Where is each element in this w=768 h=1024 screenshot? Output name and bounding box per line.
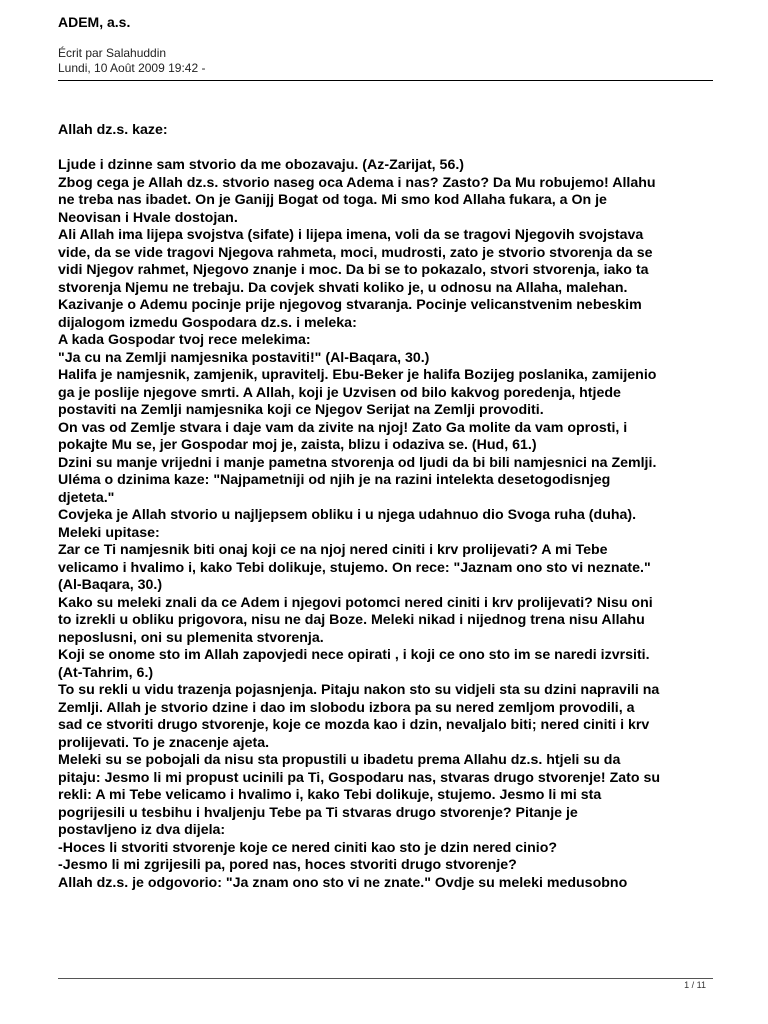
footer-divider <box>58 978 713 979</box>
text-line: velicamo i hvalimo i, kako Tebi dolikuje, stujemo. On rece: "Jaznam ono sto vi neznate." <box>58 559 651 576</box>
text-line: Meleki su se pobojali da nisu sta propustili u ibadetu prema Allahu dz.s. htjeli su da <box>58 752 621 768</box>
text-line: Zar ce Ti namjesnik biti onaj koji ce na njoj nered ciniti i krv prolijevati? A mi Tebe <box>58 542 608 558</box>
text-line: dijalogom izmedu Gospodara dz.s. i meleka: <box>58 314 357 331</box>
text-line: -Jesmo li mi zgrijesili pa, pored nas, hoces stvoriti drugo stvorenje? <box>58 857 517 873</box>
text-line: prolijevati. To je znacenje ajeta. <box>58 734 270 751</box>
text-line: sad ce stvoriti drugo stvorenje, koje ce mozda kao i dzin, nevaljalo biti; nered ciniti i krv <box>58 717 650 733</box>
text-line: Neovisan i Hvale dostojan. <box>58 209 238 226</box>
text-line: Uléma o dzinima kaze: "Najpametniji od njih je na razini intelekta desetogodisnjeg <box>58 472 611 488</box>
author-line: Écrit par Salahuddin <box>58 46 167 60</box>
text-line: Halifa je namjesnik, zamjenik, upravitelj. Ebu-Beker je halifa Bozijeg poslanika, zamijenio <box>58 367 657 383</box>
text-line: To su rekli u vidu trazenja pojasnjenja. Pitaju nakon sto su vidjeli sta su dzini napravili na <box>58 682 660 698</box>
text-line: "Ja cu na Zemlji namjesnika postaviti!" (Al-Baqara, 30.) <box>58 349 430 366</box>
text-line: A kada Gospodar tvoj rece melekima: <box>58 332 311 348</box>
text-line: pogrijesili u tesbihu i hvaljenju Tebe pa Ti stvaras drugo stvorenje? Pitanje je <box>58 804 578 821</box>
text-line: vidi Njegov rahmet, Njegovo znanje i moc. Da bi se to pokazalo, stvori stvorenja, iako ta <box>58 262 649 278</box>
text-line: Zbog cega je Allah dz.s. stvorio naseg oca Adema i nas? Zasto? Da Mu robujemo! Allahu <box>58 174 656 191</box>
article-body <box>58 122 718 892</box>
text-line: Kako su meleki znali da ce Adem i njegovi potomci nered ciniti i krv prolijevati? Nisu oni <box>58 594 653 611</box>
text-line: On vas od Zemlje stvara i daje vam da zivite na njoj! Zato Ga molite da vam oprosti, i <box>58 419 628 436</box>
text-line: Ljude i dzinne sam stvorio da me obozavaju. (Az-Zarijat, 56.) <box>58 157 464 173</box>
text-line: neposlusni, oni su plemenita stvorenja. <box>58 629 324 646</box>
text-line: Covjeka je Allah stvorio u najljepsem obliku i u njega udahnuo dio Svoga ruha (duha). <box>58 507 637 523</box>
text-line: rekli: A mi Tebe velicamo i hvalimo i, kako Tebi dolikuje, stujemo. Jesmo li mi sta <box>58 787 602 803</box>
text-line: Meleki upitase: <box>58 524 160 541</box>
text-line: Kazivanje o Ademu pocinje prije njegovog stvaranja. Pocinje velicanstvenim nebeskim <box>58 297 642 313</box>
text-line: Ali Allah ima lijepa svojstva (sifate) i lijepa imena, voli da se tragovi Njegovih svojstava <box>58 227 644 243</box>
text-line: ga je poslije njegove smrti. A Allah, koji je Uzvisen od bilo kakvog poredenja, htjede <box>58 384 621 401</box>
text-line: Koji se onome sto im Allah zapovjedi nece opirati , i koji ce ono sto im se naredi izvrsiti. <box>58 647 650 663</box>
text-line: Allah dz.s. je odgovorio: "Ja znam ono sto vi ne znate." Ovdje su meleki medusobno <box>58 874 628 891</box>
text-line: pitaju: Jesmo li mi propust ucinili pa Ti, Gospodaru nas, stvaras drugo stvorenje! Zato su <box>58 769 661 786</box>
document-title: ADEM, a.s. <box>58 14 131 30</box>
text-line: vide, da se vide tragovi Njegova rahmeta, moci, mudrosti, zato je stvorio stvorenja da se <box>58 244 653 261</box>
text-line: Zemlji. Allah je stvorio dzine i dao im slobodu izbora pa su nered zemljom provodili, a <box>58 699 635 716</box>
text-line: -Hoces li stvoriti stvorenje koje ce nered ciniti kao sto je dzin nered cinio? <box>58 839 558 856</box>
text-line: Dzini su manje vrijedni i manje pametna stvorenja od ljudi da bi bili namjesnici na Zemlji. <box>58 454 657 471</box>
text-line: postaviti na Zemlji namjesnika koji ce Njegov Serijat na Zemlji provoditi. <box>58 402 544 418</box>
text-line: postavljeno iz dva dijela: <box>58 822 226 838</box>
text-line: (At-Tahrim, 6.) <box>58 664 154 681</box>
header-divider <box>58 80 713 81</box>
text-line: pokajte Mu se, jer Gospodar moj je, zaista, blizu i odaziva se. (Hud, 61.) <box>58 437 537 453</box>
page-number: 1 / 11 <box>684 980 706 990</box>
text-line <box>58 140 718 158</box>
text-line: Allah dz.s. kaze: <box>58 122 168 138</box>
article-meta <box>58 46 205 76</box>
text-line: to izrekli u obliku prigovora, nisu ne daj Boze. Meleki nikad i nijednog trena nisu Allahu <box>58 612 645 628</box>
date-line: Lundi, 10 Août 2009 19:42 - <box>58 61 206 75</box>
text-line: djeteta." <box>58 489 115 506</box>
text-line: (Al-Baqara, 30.) <box>58 577 163 593</box>
text-line: stvorenja Njemu ne trebaju. Da covjek shvati koliko je, u odnosu na Allaha, malehan. <box>58 279 628 296</box>
text-line: ne treba nas ibadet. On je Ganijj Bogat od toga. Mi smo kod Allaha fukara, a On je <box>58 192 607 208</box>
